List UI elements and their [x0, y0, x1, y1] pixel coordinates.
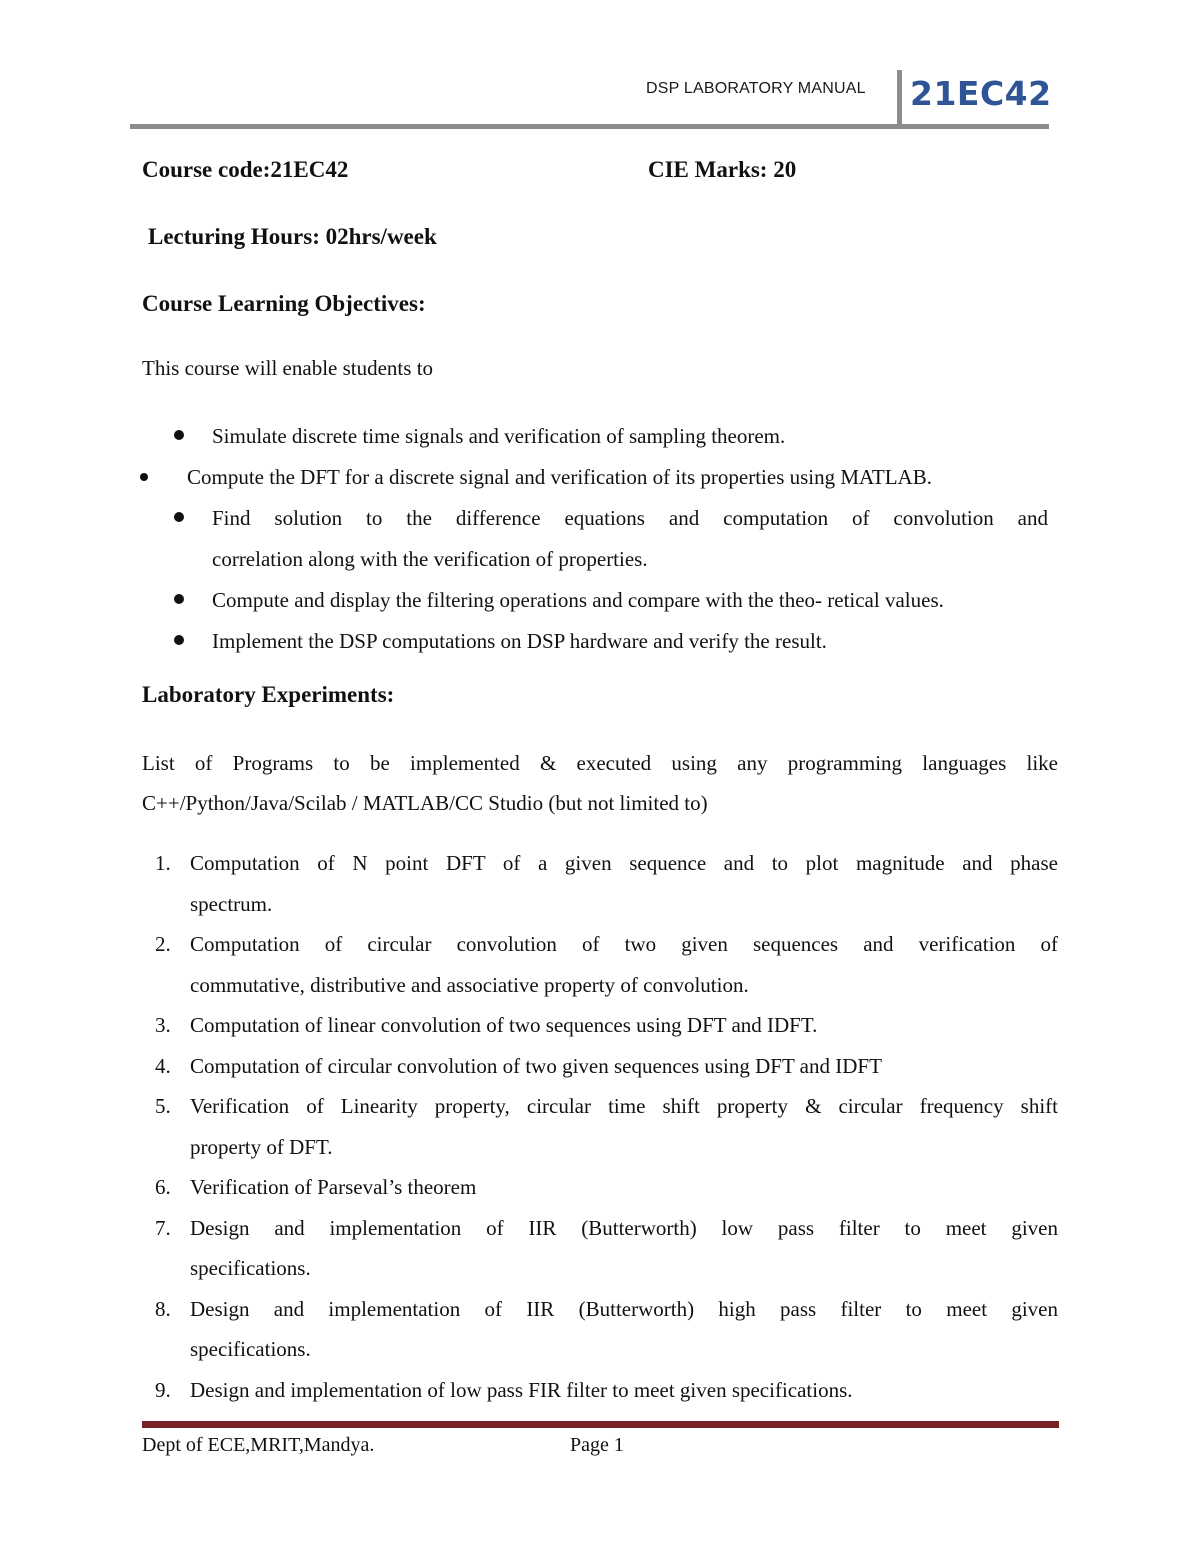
list-item: 6. Verification of Parseval’s theorem — [155, 1175, 477, 1199]
footer-page-number: Page 1 — [570, 1434, 624, 1456]
list-item: Compute and display the filtering operations and compare with the theo- retical values. — [142, 580, 1048, 621]
list-item: 5. Verification of Linearity property, circular time shift property & circular frequency shift property of DFT. — [155, 1094, 1058, 1159]
objectives-heading: Course Learning Objectives: — [142, 291, 426, 316]
header-divider — [897, 70, 902, 126]
objectives-list — [142, 416, 1048, 662]
lab-heading: Laboratory Experiments: — [142, 682, 395, 707]
list-item: 7. Design and implementation of IIR (Butterworth) low pass filter to meet given specifications. — [155, 1215, 1058, 1280]
list-item: 8. Design and implementation of IIR (Butterworth) high pass filter to meet given specifications. — [155, 1296, 1058, 1361]
lab-intro: List of Programs to be implemented & executed using any programming languages like C++/Python/Java/Scilab / MATLAB/CC Studio (but not limited to) — [142, 751, 1058, 815]
bullet-icon — [140, 473, 148, 481]
bullet-icon — [174, 594, 184, 604]
bullet-icon — [174, 430, 184, 440]
footer-rule — [142, 1421, 1059, 1428]
list-item: 9. Design and implementation of low pass FIR filter to meet given specifications. — [155, 1377, 853, 1402]
list-item: Implement the DSP computations on DSP hardware and verify the result. — [142, 621, 1048, 662]
objectives-intro: This course will enable students to — [142, 356, 434, 380]
footer-department: Dept of ECE,MRIT,Mandya. — [142, 1434, 375, 1456]
lecturing-hours: Lecturing Hours: 02hrs/week — [148, 224, 437, 249]
bullet-icon — [174, 635, 184, 645]
list-item: 4. Computation of circular convolution of two given sequences using DFT and IDFT — [155, 1053, 882, 1078]
header-course-code: 21EC42 — [910, 74, 1052, 113]
course-code: Course code:21EC42 — [142, 157, 349, 182]
list-item: Simulate discrete time signals and verification of sampling theorem. — [142, 416, 1048, 457]
programs-list — [142, 843, 1058, 1410]
list-item: 3. Computation of linear convolution of two sequences using DFT and IDFT. — [155, 1013, 818, 1037]
header-rule — [130, 124, 1049, 129]
list-item: Find solution to the difference equations and computation of convolution and correlation along with the verification of properties. — [142, 498, 1048, 580]
list-item: Compute the DFT for a discrete signal and verification of its properties using MATLAB. — [142, 457, 1048, 498]
list-item: 2. Computation of circular convolution of two given sequences and verification of commutative, distributive and associative property of convolution. — [155, 932, 1058, 997]
list-item: 1. Computation of N point DFT of a given sequence and to plot magnitude and phase spectrum. — [155, 851, 1058, 916]
bullet-icon — [174, 512, 184, 522]
cie-marks: CIE Marks: 20 — [648, 157, 797, 182]
header-title: DSP LABORATORY MANUAL — [646, 80, 866, 97]
